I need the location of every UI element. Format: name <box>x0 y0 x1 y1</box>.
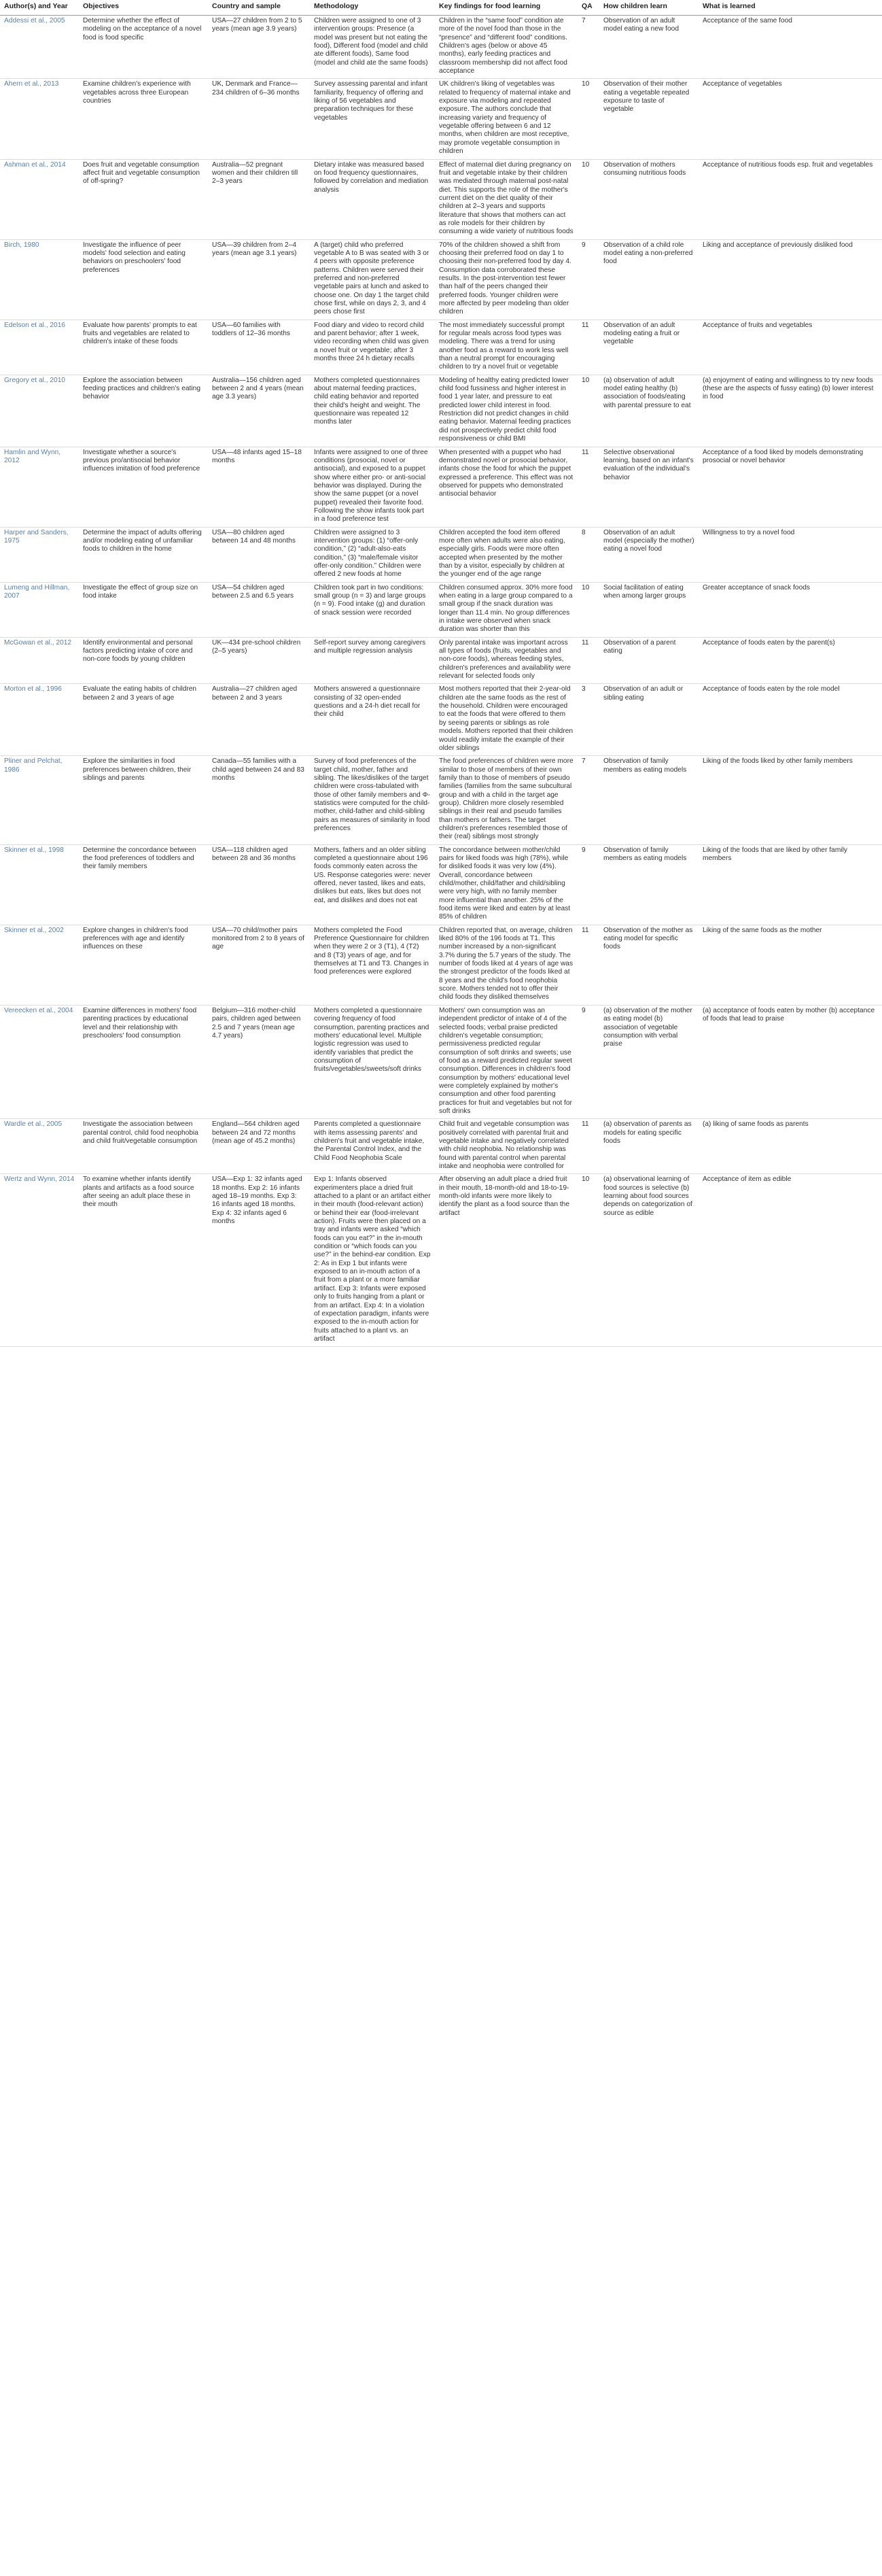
cell-author-year: Edelson et al., 2016 <box>0 320 79 375</box>
cell-what-is-learned: Acceptance of fruits and vegetables <box>699 320 882 375</box>
header-objectives: Objectives <box>79 0 208 16</box>
cell-country-sample: USA—Exp 1: 32 infants aged 18 months. Exp 2: 16 infants aged 18–19 months. Exp 3: 16 infants aged 18 months. Exp 4: 32 infants aged 6 months <box>208 1174 310 1347</box>
cell-how-children-learn: Observation of their mother eating a vegetable repeated exposure to taste of vegetable <box>599 79 699 159</box>
cell-qa: 7 <box>578 16 599 79</box>
cell-objectives: Determine the concordance between the food preferences of toddlers and their family members <box>79 844 208 925</box>
table-row <box>0 239 882 320</box>
table-row <box>0 159 882 239</box>
cell-methodology: Mothers completed a questionnaire covering frequency of food consumption, parenting practices and mothers' educational level. Multiple logistic regression was used to identify variables that predict the consumption of fruits/vegetables/sweets/soft drinks <box>310 1005 435 1118</box>
cell-what-is-learned: (a) acceptance of foods eaten by mother (b) acceptance of foods that lead to praise <box>699 1005 882 1118</box>
cell-what-is-learned: Willingness to try a novel food <box>699 527 882 582</box>
cell-methodology: Self-report survey among caregivers and multiple regression analysis <box>310 637 435 684</box>
cell-qa: 3 <box>578 684 599 756</box>
cell-how-children-learn: Observation of a parent eating <box>599 637 699 684</box>
cell-objectives: Explore the similarities in food preferences between children, their siblings and parents <box>79 756 208 844</box>
header-author-year: Author(s) and Year <box>0 0 79 16</box>
cell-methodology: Infants were assigned to one of three conditions (prosocial, novel or antisocial), and exposed to a puppet show where either pro- or anti-social behavior was displayed. During the show the same puppet (or a novel puppet) revealed their favorite food. Following the show infants took part in a food preference test <box>310 447 435 527</box>
cell-what-is-learned: Acceptance of a food liked by models demonstrating prosocial or novel behavior <box>699 447 882 527</box>
cell-author-year: Hamlin and Wynn, 2012 <box>0 447 79 527</box>
cell-how-children-learn: (a) observational learning of food sources is selective (b) learning about food sources depends on categorization of source as edible <box>599 1174 699 1347</box>
table-row <box>0 375 882 447</box>
cell-objectives: Examine differences in mothers' food parenting practices by educational level and their relationship with preschoolers' food consumption <box>79 1005 208 1118</box>
cell-qa: 9 <box>578 239 599 320</box>
cell-objectives: Explore changes in children's food preferences with age and identify influences on these <box>79 925 208 1005</box>
cell-author-year: Gregory et al., 2010 <box>0 375 79 447</box>
table-row <box>0 582 882 637</box>
cell-country-sample: Australia—156 children aged between 2 and 4 years (mean age 3.3 years) <box>208 375 310 447</box>
cell-objectives: Evaluate how parents' prompts to eat fruits and vegetables are related to children's intake of these foods <box>79 320 208 375</box>
cell-objectives: Determine whether the effect of modeling on the acceptance of a novel food is food specific <box>79 16 208 79</box>
cell-author-year: Wertz and Wynn, 2014 <box>0 1174 79 1347</box>
cell-what-is-learned: Liking of the foods liked by other family members <box>699 756 882 844</box>
cell-what-is-learned: Acceptance of foods eaten by the parent(s) <box>699 637 882 684</box>
cell-country-sample: USA—39 children from 2–4 years (mean age 3.1 years) <box>208 239 310 320</box>
cell-country-sample: Canada—55 families with a child aged between 24 and 83 months <box>208 756 310 844</box>
cell-key-findings: Most mothers reported that their 2-year-old children ate the same foods as the rest of the household. Children were encouraged to eat the foods that were offered to them by seeing parents or siblings as role models. Mothers reported that their children would readily imitate the example of their older siblings <box>435 684 578 756</box>
cell-objectives: To examine whether infants identify plants and artifacts as a food source after seeing an adult place these in their mouth <box>79 1174 208 1347</box>
cell-country-sample: USA—60 families with toddlers of 12–36 months <box>208 320 310 375</box>
cell-author-year: McGowan et al., 2012 <box>0 637 79 684</box>
cell-what-is-learned: Liking of the foods that are liked by other family members <box>699 844 882 925</box>
cell-methodology: Children were assigned to 3 intervention groups: (1) “offer-only condition,” (2) “adult-also-eats condition,” (3) “male/female visitor offer-only condition.” Children were offered 2 new foods at home <box>310 527 435 582</box>
cell-country-sample: USA—54 children aged between 2.5 and 6.5 years <box>208 582 310 637</box>
cell-qa: 9 <box>578 1005 599 1118</box>
cell-objectives: Evaluate the eating habits of children between 2 and 3 years of age <box>79 684 208 756</box>
table-row <box>0 1119 882 1174</box>
cell-how-children-learn: Observation of family members as eating models <box>599 756 699 844</box>
cell-author-year: Lumeng and Hillman, 2007 <box>0 582 79 637</box>
cell-objectives: Investigate the effect of group size on food intake <box>79 582 208 637</box>
table-row <box>0 637 882 684</box>
cell-qa: 11 <box>578 320 599 375</box>
cell-author-year: Addessi et al., 2005 <box>0 16 79 79</box>
cell-qa: 11 <box>578 447 599 527</box>
cell-what-is-learned: Acceptance of item as edible <box>699 1174 882 1347</box>
cell-key-findings: Children reported that, on average, children liked 80% of the 196 foods at T1. This number increased by a non-significant 3.7% during the 5.7 years of the study. The number of foods liked at 4 years of age was the strongest predictor of the foods liked at 8 years and the child's food neophobia score. Mothers tended not to offer their child foods they disliked themselves <box>435 925 578 1005</box>
table-row <box>0 320 882 375</box>
cell-author-year: Harper and Sanders, 1975 <box>0 527 79 582</box>
cell-qa: 7 <box>578 756 599 844</box>
cell-how-children-learn: (a) observation of parents as models for eating specific foods <box>599 1119 699 1174</box>
cell-what-is-learned: Acceptance of vegetables <box>699 79 882 159</box>
cell-methodology: A (target) child who preferred vegetable A to B was seated with 3 or 4 peers with opposite preference patterns. Children were served their preferred and non-preferred vegetable pairs at lunch and asked to choose one. On day 1 the target child chose first, while on days 2, 3, and 4 peers chose first <box>310 239 435 320</box>
cell-qa: 8 <box>578 527 599 582</box>
cell-key-findings: Only parental intake was important across all types of foods (fruits, vegetables and non-core foods), whereas feeding styles, children's preferences and availability were relevant for selected foods only <box>435 637 578 684</box>
cell-qa: 11 <box>578 1119 599 1174</box>
table-row <box>0 527 882 582</box>
cell-author-year: Wardle et al., 2005 <box>0 1119 79 1174</box>
cell-how-children-learn: Observation of a child role model eating a non-preferred food <box>599 239 699 320</box>
cell-author-year: Skinner et al., 2002 <box>0 925 79 1005</box>
cell-objectives: Identify environmental and personal factors predicting intake of core and non-core foods by young children <box>79 637 208 684</box>
cell-country-sample: USA—48 infants aged 15–18 months <box>208 447 310 527</box>
header-country-sample: Country and sample <box>208 0 310 16</box>
cell-what-is-learned: Liking and acceptance of previously disliked food <box>699 239 882 320</box>
cell-key-findings: The concordance between mother/child pairs for liked foods was high (78%), while for disliked foods it was very low (4%). Overall, concordance between child/mother, child/father and child/sibling were very high, with no family member more influential than another. 25% of the food items were liked and eaten by at least 85% of children <box>435 844 578 925</box>
cell-key-findings: UK children's liking of vegetables was related to frequency of maternal intake and exposure via modeling and repeated exposure. The authors conclude that increasing variety and frequency of vegetable offering between 6 and 12 months, when children are most receptive, may promote vegetable consumption in children <box>435 79 578 159</box>
cell-objectives: Examine children's experience with vegetables across three European countries <box>79 79 208 159</box>
cell-methodology: Parents completed a questionnaire with items assessing parents' and children's fruit and vegetable intake, the Parental Control Index, and the Child Food Neophobia Scale <box>310 1119 435 1174</box>
cell-methodology: Mothers completed the Food Preference Questionnaire for children when they were 2 or 3 (T1), 4 (T2) and 8 (T3) years of age, and for themselves at T1 and T3. Changes in food preferences were explored <box>310 925 435 1005</box>
table-row <box>0 925 882 1005</box>
cell-what-is-learned: (a) enjoyment of eating and willingness to try new foods (these are the aspects of fussy eating) (b) lower interest in food <box>699 375 882 447</box>
cell-key-findings: Children accepted the food item offered more often when adults were also eating, especially girls. Foods were more often accepted when presented by the mother than by a visitor, especially by children at the younger end of the age range <box>435 527 578 582</box>
cell-how-children-learn: Observation of an adult or sibling eating <box>599 684 699 756</box>
cell-methodology: Mothers answered a questionnaire consisting of 32 open-ended questions and a 24-h diet recall for their child <box>310 684 435 756</box>
cell-methodology: Children took part in two conditions: small group (n = 3) and large groups (n = 9). Food intake (g) and duration of snack session were recorded <box>310 582 435 637</box>
cell-author-year: Morton et al., 1996 <box>0 684 79 756</box>
cell-country-sample: Australia—27 children aged between 2 and 3 years <box>208 684 310 756</box>
cell-country-sample: USA—27 children from 2 to 5 years (mean age 3.9 years) <box>208 16 310 79</box>
cell-qa: 10 <box>578 79 599 159</box>
cell-country-sample: UK, Denmark and France—234 children of 6–36 months <box>208 79 310 159</box>
table-header <box>0 0 882 16</box>
cell-key-findings: The food preferences of children were more similar to those of members of their own family than to those of members of pseudo families (families from the same subcultural group and with a child in the target age group). Children more closely resembled siblings in their real and pseudo families than mothers or fathers. The target children's preferences resembled those of their (real) siblings most strongly <box>435 756 578 844</box>
cell-country-sample: USA—80 children aged between 14 and 48 months <box>208 527 310 582</box>
cell-what-is-learned: (a) liking of same foods as parents <box>699 1119 882 1174</box>
cell-methodology: Mothers, fathers and an older sibling completed a questionnaire about 196 foods commonly eaten across the US. Response categories were: never offered, never tasted, likes and eats, dislikes but eats, likes but does not eat, and dislikes and does not eat <box>310 844 435 925</box>
table-row <box>0 1005 882 1118</box>
cell-how-children-learn: Selective observational learning, based on an infant's evaluation of the individual's behavior <box>599 447 699 527</box>
cell-qa: 10 <box>578 159 599 239</box>
cell-author-year: Birch, 1980 <box>0 239 79 320</box>
cell-country-sample: USA—70 child/mother pairs monitored from 2 to 8 years of age <box>208 925 310 1005</box>
header-how-children-learn: How children learn <box>599 0 699 16</box>
cell-key-findings: Effect of maternal diet during pregnancy on fruit and vegetable intake by their children was mediated through maternal post-natal diet. This supports the role of the mother's current diet on the diet quality of their children at 2–3 years and supports literature that shows that mothers can act as role models for their children by consuming a wide variety of nutritious foods <box>435 159 578 239</box>
cell-qa: 11 <box>578 637 599 684</box>
cell-methodology: Survey assessing parental and infant familiarity, frequency of offering and liking of 56 vegetables and preparation techniques for these vegetables <box>310 79 435 159</box>
cell-how-children-learn: Social facilitation of eating when among larger groups <box>599 582 699 637</box>
cell-objectives: Does fruit and vegetable consumption affect fruit and vegetable consumption of off-spring? <box>79 159 208 239</box>
table-row <box>0 844 882 925</box>
cell-methodology: Survey of food preferences of the target child, mother, father and sibling. The likes/dislikes of the target children were cross-tabulated with those of other family members and Φ-statistics were computed for the child-mother, child-father and child-sibling pairs as measures of similarity in food preferences <box>310 756 435 844</box>
header-methodology: Methodology <box>310 0 435 16</box>
cell-how-children-learn: Observation of an adult model (especially the mother) eating a novel food <box>599 527 699 582</box>
cell-objectives: Investigate the influence of peer models' food selection and eating behaviors on preschoolers' food preferences <box>79 239 208 320</box>
cell-key-findings: Children in the “same food” condition ate more of the novel food than those in the “presence” and “different food” conditions. Children's ages (below or above 45 months), early feeding practices and classroom membership did not affect food acceptance <box>435 16 578 79</box>
cell-author-year: Vereecken et al., 2004 <box>0 1005 79 1118</box>
cell-how-children-learn: (a) observation of adult model eating healthy (b) association of foods/eating with parental pressure to eat <box>599 375 699 447</box>
cell-how-children-learn: Observation of mothers consuming nutritious foods <box>599 159 699 239</box>
cell-how-children-learn: Observation of an adult model eating a new food <box>599 16 699 79</box>
cell-what-is-learned: Acceptance of foods eaten by the role model <box>699 684 882 756</box>
header-row <box>0 0 882 16</box>
cell-key-findings: Modeling of healthy eating predicted lower child food fussiness and higher interest in food 1 year later, and pressure to eat predicted lower child interest in food. Restriction did not predict changes in child eating behavior. Maternal feeding practices did not prospectively predict child food responsiveness or child BMI <box>435 375 578 447</box>
cell-key-findings: When presented with a puppet who had demonstrated novel or prosocial behavior, infants chose the food for which the puppet expressed a preference. This effect was not observed for puppets who demonstrated antisocial behavior <box>435 447 578 527</box>
cell-methodology: Exp 1: Infants observed experimenters place a dried fruit attached to a plant or an artifact either in their mouth (food-relevant action) or behind their ear (food-irrelevant action). Fruits were then placed on a tray and infants were asked “which foods can you eat?” in the in-mouth condition or “which foods can you use?” in the behind-ear condition. Exp 2: As in Exp 1 but infants were exposed to an in-mouth action of a fruit from a plant or a more familiar artifact. Exp 3: Infants were exposed only to fruits hanging from a plant or from an artifact. Exp 4: In a violation of expectation paradigm, infants were exposed to the in-mouth action for fruits attached to a plant vs. an artifact <box>310 1174 435 1347</box>
cell-what-is-learned: Acceptance of the same food <box>699 16 882 79</box>
cell-qa: 9 <box>578 844 599 925</box>
cell-key-findings: Mothers' own consumption was an independent predictor of intake of 4 of the selected foods; verbal praise predicted children's vegetable consumption; permissiveness predicted regular consumption of soft drinks and sweets; use of food as a reward predicted regular sweet consumption. Differences in children's food consumption by mothers' educational level were completely explained by mother's consumption and other food parenting practices for fruit and vegetables but not for soft drinks <box>435 1005 578 1118</box>
cell-how-children-learn: (a) observation of the mother as eating model (b) association of vegetable consumption with verbal praise <box>599 1005 699 1118</box>
cell-how-children-learn: Observation of an adult modeling eating a fruit or vegetable <box>599 320 699 375</box>
table-row <box>0 684 882 756</box>
cell-objectives: Investigate whether a source's previous pro/antisocial behavior influences imitation of food preference <box>79 447 208 527</box>
cell-country-sample: UK—434 pre-school children (2–5 years) <box>208 637 310 684</box>
cell-methodology: Food diary and video to record child and parent behavior; after 1 week, video recording when child was given a novel fruit or vegetable; after 3 months three 24 h dietary recalls <box>310 320 435 375</box>
cell-qa: 11 <box>578 925 599 1005</box>
cell-what-is-learned: Acceptance of nutritious foods esp. fruit and vegetables <box>699 159 882 239</box>
cell-key-findings: 70% of the children showed a shift from choosing their preferred food on day 1 to choosing their non-preferred food by day 4. Consumption data corroborated these results. In the post-intervention test fewer than half of the peers changed their preferred foods. Younger children were more affected by peer modeling than older children <box>435 239 578 320</box>
cell-author-year: Pliner and Pelchat, 1986 <box>0 756 79 844</box>
cell-objectives: Explore the association between feeding practices and children's eating behavior <box>79 375 208 447</box>
table-row <box>0 1174 882 1347</box>
table-body <box>0 16 882 1347</box>
cell-key-findings: After observing an adult place a dried fruit in their mouth, 18-month-old and 18-to-19-month-old infants were more likely to identify the plant as a food source than the artifact <box>435 1174 578 1347</box>
cell-how-children-learn: Observation of the mother as eating model for specific foods <box>599 925 699 1005</box>
header-key-findings: Key findings for food learning <box>435 0 578 16</box>
cell-qa: 10 <box>578 582 599 637</box>
table-row <box>0 16 882 79</box>
cell-author-year: Ahern et al., 2013 <box>0 79 79 159</box>
cell-author-year: Skinner et al., 1998 <box>0 844 79 925</box>
cell-how-children-learn: Observation of family members as eating models <box>599 844 699 925</box>
cell-qa: 10 <box>578 1174 599 1347</box>
table-row <box>0 79 882 159</box>
cell-methodology: Dietary intake was measured based on food frequency questionnaires, followed by correlation and mediation analysis <box>310 159 435 239</box>
cell-country-sample: USA—118 children aged between 28 and 36 months <box>208 844 310 925</box>
cell-country-sample: Belgium—316 mother-child pairs, children aged between 2.5 and 7 years (mean age 4.7 years) <box>208 1005 310 1118</box>
cell-key-findings: Children consumed approx. 30% more food when eating in a large group compared to a small group if the snack duration was longer than 11.4 min. No group differences in intake were observed when snack duration was shorter than this <box>435 582 578 637</box>
cell-country-sample: England—564 children aged between 24 and 72 months (mean age of 45.2 months) <box>208 1119 310 1174</box>
header-what-is-learned: What is learned <box>699 0 882 16</box>
cell-what-is-learned: Greater acceptance of snack foods <box>699 582 882 637</box>
cell-country-sample: Australia—52 pregnant women and their children till 2–3 years <box>208 159 310 239</box>
cell-author-year: Ashman et al., 2014 <box>0 159 79 239</box>
table-row <box>0 447 882 527</box>
header-qa: QA <box>578 0 599 16</box>
cell-objectives: Investigate the association between parental control, child food neophobia and child fruit/vegetable consumption <box>79 1119 208 1174</box>
table-row <box>0 756 882 844</box>
cell-qa: 10 <box>578 375 599 447</box>
cell-key-findings: The most immediately successful prompt for regular meals across food types was modeling. There was a trend for using another food as a reward to work less well than a neutral prompt for encouraging children to try a novel fruit or vegetable <box>435 320 578 375</box>
cell-objectives: Determine the impact of adults offering and/or modeling eating of unfamiliar foods to children in the home <box>79 527 208 582</box>
cell-key-findings: Child fruit and vegetable consumption was positively correlated with parental fruit and vegetable intake and negatively correlated with child neophobia. No relationship was found with parental control when parental intake and neophobia were controlled for <box>435 1119 578 1174</box>
cell-methodology: Children were assigned to one of 3 intervention groups: Presence (a model was present but not eating the food), Different food (model and child ate different foods), Same food (model and child ate the same foods) <box>310 16 435 79</box>
cell-methodology: Mothers completed questionnaires about maternal feeding practices, child eating behavior and reported their child's height and weight. The questionnaire was repeated 12 months later <box>310 375 435 447</box>
cell-what-is-learned: Liking of the same foods as the mother <box>699 925 882 1005</box>
